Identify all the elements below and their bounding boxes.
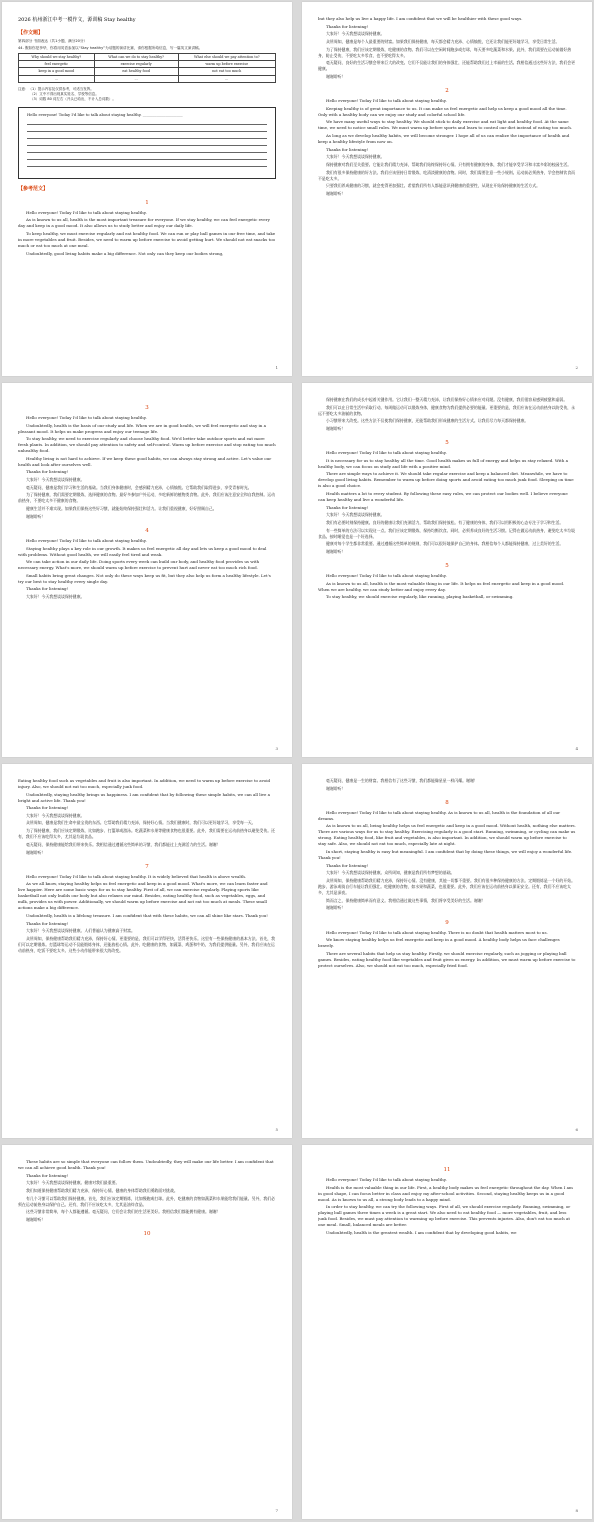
paragraph: In order to stay healthy, we can try the following ways. First of all, we should exercise regularly. Running, swimming, or playing ball games three times a week is a great start. We also need to eat healthy food — more vegetables, fruit, and less junk food. Besides, we must pay attention to warming up before exercise. This prevents injuries. Also, don't eat too much at one meal. Small, balanced meals are better.	[318, 1204, 571, 1228]
page-2	[302, 2, 592, 376]
paragraph: Hello everyone! Today I'd like to talk about staying healthy.	[26, 537, 147, 543]
paragraph: 大家好！今天我想谈谈保持健康。众所周知，健康是我们所有梦想的基础。	[326, 870, 455, 876]
paragraph: These habits are so simple that everyone can follow them. Undoubtedly, they will make our life better. I am confident that we can all achieve good health. Thank you!	[18, 1159, 274, 1170]
paragraph: Keeping healthy is of great importance to us. It can make us feel energetic and help us keep a good mood all the time. Only with a healthy body can we enjoy our study and colorful school life.	[318, 105, 567, 117]
paragraph: 我们可以在日常生活中采取行动。每周做运动可以锻炼身体，健康食物为我们提供必要的能量。更重要的是，我们应该在运动前热身以防受伤，永远不要吃太多油腻的食物。	[318, 404, 575, 416]
paragraph: Undoubtedly, good living habits make a big difference. Not only can they keep our bodies strong,	[26, 250, 224, 256]
paragraph: 小习惯带来大改变。这些方法不仅使我们保持健康，还能帮助我们形成健康的生活方式。让我们尽力每天都保持健康。	[326, 418, 529, 424]
answer-box	[18, 107, 276, 179]
paragraph: Healthy living is not hard to achieve. If we keep these good habits, we can always stay strong and active. Let's value our health and look after ourselves well.	[18, 455, 272, 467]
task-prompt-0: 第四部分 书面表达（共1小题，满分20分）	[18, 39, 88, 43]
paragraph: 大家好！今天我想谈谈保持健康。人们普遍认为健康高于财富。	[26, 928, 135, 934]
table-row	[19, 68, 276, 75]
essay-number: 4	[145, 527, 149, 534]
paragraph: As long as we develop healthy habits, we will become stronger. I hope all of us can realize the importance of health and keep a healthy lifestyle from now on.	[318, 133, 570, 144]
paragraph: As is known to us all, health is the most important treasure for everyone. If we stay healthy, we can feel energetic every day and keep in a good mood. It also allows us to study better and enjoy our daily life.	[18, 217, 270, 229]
table-cell: Why should we stay healthy?	[19, 54, 95, 61]
essay-number: 2	[445, 88, 449, 95]
page-number: 8	[575, 1508, 578, 1513]
paragraph: 毫无疑问，良好的生活习惯会带来巨大的改变。它们不仅能让我们的身体强壮，还能帮助我们过上幸福的生活。我相信通过这些好方法，我们会更健康。	[318, 60, 575, 72]
paragraph: To stay healthy, we should exercise regularly, like running, playing basketball, or swimming.	[326, 594, 514, 600]
paragraph: 简而言之，保持健康简单而有意义。我相信通过做这些事情，我们将享受美好的生活。谢谢！	[326, 897, 486, 903]
page-content	[18, 16, 276, 366]
page-content	[318, 778, 576, 1128]
paragraph: 谢谢聆听！	[326, 905, 346, 911]
paragraph: Hello everyone! Today I'd like to talk about staying healthy.	[26, 415, 147, 420]
paragraph: 有几个习惯可以帮助我们保持健康。首先，我们应该定期锻炼，比如慢跑或打球。此外，吃健康的食物如蔬菜和水果能给我们能量。另外，我们必须在运动前热身以保护自己。还有，我们不应该吃太多，尤其是油炸食品。	[18, 1195, 275, 1207]
page-content	[18, 1159, 276, 1509]
paragraph: 众所周知，保持健康帮助我们精力充沛，保持好心情。没有健康，其他一切都不重要。我们有很多种保持健康的方法。定期锻炼是一个好的开始。跑步、游泳或骑自行车能让我们强壮。吃健康的食物，如水果和蔬菜，也很重要。此外，我们应该在运动前热身以保证安全。还有，我们不应该吃太多，尤其是深夜。	[318, 877, 575, 896]
paragraph: As we all know, staying healthy helps us feel energetic and keep in a good mood. What's more, we can learn faster and live happier. Here are some basic ways for us to stay healthy. First of all, we can exercise regularly. Playing sports like basketball not only builds our body but also relaxes our mind. Besides, eating healthy food, such as vegetables, eggs, and milk, provides us with power. Additionally, we should warm up before exercise and not eat too much at meals. These small actions make a big difference.	[18, 881, 268, 911]
paragraph: 健康对每个学生都非常重要。通过遵循这些简单的规则，我们可以很好地保护自己的身体。我相信每个人都能保持健康，过上美好的生活。	[326, 541, 564, 547]
essay-number: 3	[145, 405, 149, 411]
paragraph: 谢谢聆听！	[326, 426, 346, 432]
paragraph: 为了保持健康，我们需要定期锻炼，选择健康的食物。最好多参加户外运动，多吃新鲜的植物类食物。此外，我们应该注意安全和自我控制。运动前热身，不要吃太多不健康的食物。	[18, 492, 275, 504]
paragraph: Thanks for listening!	[326, 504, 369, 510]
page-number: 4	[575, 746, 578, 751]
page-content	[18, 778, 276, 1128]
paragraph: To keep healthy, we must exercise regularly and eat healthy food. We can run or play ball games in our free time, and take in more vegetables and fruit. Besides, we need to warm up before exercise to avoid getting hurt. We should not eat snacks too much or eat too much at one meal.	[18, 231, 276, 248]
paragraph: 为了保持健康，我们应该定期锻炼，比如跑步、打篮球或游泳。吃蔬菜和水果等健康食物也很重要。此外，我们需要在运动前热身以避免受伤。还有，我们不应该吃得太多，尤其是垃圾食品。	[18, 828, 275, 840]
paragraph: Undoubtedly, health is a lifelong treasure. I am confident that with these habits, we can all shine like stars. Thank you!	[26, 912, 268, 918]
page-number: 6	[575, 1127, 578, 1132]
paragraph: Thanks for listening!	[326, 146, 369, 152]
answer-line	[27, 118, 267, 125]
paragraph: Hello everyone! Today I'd like to talk about staying healthy.	[326, 98, 447, 104]
paragraph: 为了保持健康，我们应该定期锻炼，吃健康的食物。我们可以在空闲时间跑步或打球，每天要多吃蔬菜和水果。此外，我们需要在运动前做好热身，防止受伤，不要吃太多零食，也不要吃得太多。	[318, 46, 572, 58]
paragraph: Hello everyone! Today I'd like to talk about staying healthy.	[326, 573, 447, 579]
paragraph: 健康生活并不难实现。如果我们保持这些好习惯，就能始终保持强壮和活力。让我们重视健康，好好照顾自己。	[26, 506, 217, 512]
paragraph: 众所周知，健康是我们生命中最宝贵的东西。它帮助我们精力充沛，保持好心情。当我们健康时，我们可以更好地学习，享受每一天。	[26, 820, 256, 826]
paragraph: Hello everyone! Today I'd like to talk about staying healthy.	[326, 450, 447, 456]
table-cell: ...	[178, 75, 275, 82]
page-7	[2, 1145, 292, 1519]
table-cell: What else should we pay attention to?	[178, 54, 275, 61]
paragraph: Thanks for listening!	[26, 1172, 69, 1178]
table-cell: What can we do to stay healthy?	[94, 54, 178, 61]
page-6	[302, 764, 592, 1138]
table-cell: ...	[94, 75, 178, 82]
page-number: 2	[575, 365, 578, 370]
paragraph: 谢谢聆听！	[326, 74, 346, 80]
page-number: 1	[275, 365, 278, 370]
paragraph: Hello everyone! Today I'd like to talk about staying healthy. As is known to us all, health is the foundation of all our dreams.	[318, 809, 561, 821]
paragraph: 我们有必要时刻保持健康。良好的健康让我们充满活力，帮助我们保持放松。有了健康的身体，我们可以用积极的心态专注于学习和生活。	[326, 519, 564, 525]
answer-line	[27, 139, 267, 146]
table-cell: keep in a good mood	[19, 68, 95, 75]
paragraph: 谢谢聆听！	[326, 785, 346, 791]
paragraph: Undoubtedly, health is the basis of our study and life. When we are in good health, we will feel energetic and stay in a pleasant mood. It helps us make progress and enjoy our teenage life.	[18, 422, 266, 434]
page-number: 7	[275, 1508, 278, 1513]
paragraph: As is known to us all, health is the most valuable thing in our life. It helps us feel energetic and keep in a good mood. When we are healthy, we can study better and enjoy every day.	[318, 580, 565, 592]
notes-block	[18, 87, 276, 102]
answer-line	[27, 160, 267, 167]
section-reference-heading: 【参考范文】	[18, 185, 49, 192]
paragraph: 只要我们养成健康的习惯，就会变得更加强壮。希望我们所有人都能意识到健康的重要性，从现在开始保持健康的生活方式。	[326, 183, 540, 189]
essay-number: 9	[445, 919, 449, 926]
table-cell: warm up before exercise	[178, 61, 275, 68]
essay-number: 8	[445, 799, 449, 806]
paragraph: 保持健康对我们至关重要。它能让我们精力充沛，帮助我们始终保持好心情。只有拥有健康的身体，我们才能享受学习和丰富多彩的校园生活。	[326, 161, 572, 167]
paragraph: 保持健康在我们的成长中起着关键作用。它让我们一整天精力充沛，让我们保持好心情来应对问题。没有健康，我们很容易感到疲惫和虚弱。	[326, 397, 568, 402]
page-content	[318, 16, 576, 366]
paragraph: Undoubtedly, staying healthy brings us happiness. I am confident that by following these simple habits, we can all live a bright and active life. Thank you!	[18, 791, 271, 803]
table-cell: eat healthy food	[94, 68, 178, 75]
paragraph: Eating healthy food such as vegetables and fruit is also important. In addition, we need to warm up before exercise to avoid injury. Also, we should not eat too much, especially junk food.	[18, 778, 271, 789]
paragraph: but they also help us live a happy life. I am confident that we will be healthier with these good ways.	[318, 16, 523, 21]
doc-title: 2026 杭州浙江中考一模作文，源训稿 Stay healthy	[18, 17, 136, 23]
paragraph: Thanks for listening!	[26, 805, 69, 811]
paragraph: 大家好！今天我想谈谈保持健康。	[26, 593, 85, 599]
page-content	[18, 397, 276, 747]
paragraph: To stay healthy, we need to exercise regularly and choose healthy food. We'd better take outdoor sports and eat more fresh plants. In addition, we should pay attention to safety and self-control. Warm up before exercise and stop eating too much unhealthy food.	[18, 436, 276, 454]
paragraph: Thanks for listening!	[326, 23, 369, 29]
hint-table	[18, 53, 276, 83]
essay-number: 7	[145, 863, 149, 870]
paragraph: We know staying healthy helps us feel energetic and keep in a good mood. A healthy body helps us face challenges bravely.	[318, 937, 560, 949]
table-cell: not eat too much	[178, 68, 275, 75]
page-number: 3	[275, 746, 278, 751]
paragraph: It is necessary for us to stay healthy all the time. Good health makes us full of energy and helps us stay relaxed. With a healthy body, we can focus on study and life with a positive mind.	[318, 457, 568, 469]
paragraph: Undoubtedly, health is the greatest wealth. I am confident that by developing good habits, we	[326, 1229, 517, 1235]
note-line: （2）文中不得出现真实姓名、学校等信息。	[30, 91, 99, 96]
paragraph: There are several habits that help us stay healthy. Firstly, we should exercise regularly, such as jogging or playing ball games. Besides, eating healthy food like vegetables and fruit gives us energy. In addition, we must warm up before exercise to protect ourselves. Also, we should not eat too much, especially fried food.	[318, 950, 576, 968]
paragraph: 大家好！今天我想谈谈保持健康。	[26, 476, 85, 482]
paragraph: In short, staying healthy is easy but meaningful. I am confident that by doing these things, we will enjoy a wonderful life. Thank you!	[318, 848, 573, 860]
paragraph: Thanks for listening!	[326, 862, 369, 868]
paragraph: Hello everyone! Today I'd like to talk about staying healthy. It is widely believed that health is above wealth.	[26, 873, 247, 879]
page-5	[2, 764, 292, 1138]
essay-number: 10	[143, 1231, 151, 1238]
paragraph: 谢谢聆听！	[326, 549, 346, 555]
paragraph: 毫无疑问，健康是我们学习和生活的基础。当我们身体健康时，会感到精力充沛，心情愉悦。它帮助我们取得进步，享受青春时光。	[26, 484, 252, 490]
answer-line	[27, 146, 267, 153]
paragraph: 众所周知，健康是每个人最重要的财富。如果我们保持健康，每天都会精力充沛、心情愉悦，它还让我们能更好地学习，享受日常生活。	[326, 38, 560, 44]
paragraph: Health matters a lot to every student. By following these easy rules, we can protect our bodies well. I believe everyone can keep healthy and live a wonderful life.	[318, 491, 568, 503]
paragraph: 大家好！今天我想谈谈保持健康。	[326, 31, 385, 37]
paragraph: 谢谢聆听！	[26, 513, 46, 519]
paragraph: Hello everyone! Today I'd like to talk about staying healthy. There is no doubt that health matters most to us.	[326, 929, 548, 935]
paragraph: 这些习惯非常简单，每个人都能遵循。毫无疑问，它们会让我们的生活更美好。我相信我们都能拥有健康。谢谢！	[26, 1209, 221, 1215]
paragraph: Staying healthy plays a key role in our growth. It makes us feel energetic all day and lets us keep a good mood to deal with problems. Without good health, we will easily feel tired and weak.	[18, 545, 267, 557]
paragraph: 大家好！今天我想谈谈保持健康。健康对我们最重要。	[26, 1180, 120, 1186]
paragraph: Thanks for listening!	[26, 469, 69, 475]
essay-number: 5	[445, 440, 449, 447]
paragraph: 我们有很多保持健康的好方法。我们应该坚持日常锻炼，吃清淡健康的食物。同时，我们需要注意一些小规则。运动前必须热身，学会控制饮食而不是吃太多。	[318, 169, 575, 181]
answer-line	[27, 153, 267, 160]
table-row	[19, 54, 276, 61]
page-content	[318, 397, 576, 747]
note-line: 注意：（1）提示内容及仅供参考，可适当发挥。	[18, 86, 94, 91]
paragraph: Health is the most valuable thing in our life. First, a healthy body makes us feel energetic throughout the day. When I am in good shape, I can focus better in class and enjoy my after-school activities. Second, staying healthy keeps us in a good mood. As is known to us all, a strong body leads to a happy mind.	[318, 1184, 573, 1202]
table-cell: exercise regularly	[94, 61, 178, 68]
page-content	[318, 1159, 576, 1509]
paragraph: Small habits bring great changes. Not only do these ways keep us fit, but they also help us form a healthy lifestyle. Let's try our best to stay healthy every single day.	[18, 572, 271, 584]
paragraph: 谢谢聆听！	[26, 1217, 46, 1223]
paragraph: Thanks for listening!	[26, 586, 69, 592]
answer-first-line: Hello everyone! Today I'd like to talk about staying healthy. _____________________	[27, 111, 183, 117]
paragraph: Hello everyone! Today I'd like to talk about staying healthy.	[26, 209, 147, 215]
answer-line	[27, 132, 267, 139]
paragraph: 谢谢聆听！	[26, 849, 46, 855]
paragraph: Thanks for listening!	[26, 920, 69, 926]
page-number: 5	[275, 1127, 278, 1132]
section-task-heading: 【作文题】	[18, 30, 44, 36]
table-cell: ...	[19, 75, 95, 82]
paragraph: 大家好！今天我想谈谈保持健康。	[326, 512, 385, 518]
essay-number: 5	[445, 563, 449, 570]
answer-line	[27, 125, 267, 132]
paragraph: 有一些简单的方法可以实现这一点。我们应该定期锻炼，保持均衡饮食。同时，必须养成良好的生活习惯。记得在做运动前热身，避免吃太多垃圾食品。按时睡觉也是一个好选择。	[318, 527, 575, 539]
page-1	[2, 2, 292, 376]
page-8	[302, 1145, 592, 1519]
paragraph: 毫无疑问，保持健康能给我们带来快乐。我相信通过遵循这些简单的习惯，我们都能过上充满活力的生活。谢谢！	[26, 841, 221, 847]
paragraph: 众所周知，保持健康帮助我们精力充沛，保持好心情。更重要的是，我们可以学得更快，活得更快乐。这里有一些保持健康的基本方法。首先，我们可以定期锻炼。打篮球等运动不仅能锻炼身体，还能放松心情。此外，吃健康的食物，如蔬菜、鸡蛋和牛奶，为我们提供能量。另外，我们应该在运动前热身，吃饭不要吃太多。这些小动作能带来很大的改变。	[18, 935, 275, 953]
essay-number: 1	[145, 199, 149, 206]
table-cell: feel energetic	[19, 61, 95, 68]
paragraph: We can take action in our daily life. Doing sports every week can build our body, and healthy food provides us with necessary energy. What's more, we should warm up before exercise to prevent hurt and never eat too much rich food.	[18, 559, 260, 571]
paragraph: There are simple ways to achieve it. We should take regular exercise and keep a balanced diet. Meanwhile, we have to develop good living habits. Remember to warm up before doing sports and avoid eating too much junk food. Sleeping on time is also a good choice.	[318, 471, 574, 489]
paragraph: 毫无疑问，健康是一生的财富。我相信有了这些习惯，我们都能像星星一样闪耀。谢谢！	[326, 778, 478, 783]
paragraph: 大家好！今天我想谈谈保持健康。	[326, 154, 385, 160]
page-4	[302, 383, 592, 757]
table-row	[19, 61, 276, 68]
paragraph: 大家好！今天我想谈谈保持健康。	[26, 812, 85, 818]
table-row	[19, 75, 276, 82]
paragraph: As is known to us all, being healthy helps us feel energetic and keep in a good mood. Without health, nothing else matters. There are various ways for us to stay healthy. Exercising regularly is a good start. Running, swimming, or cycling can make us strong. Eating healthy food, like fruit and vegetables, is also important. In addition, we should warm up before exercise to stay safe. Also, we should not eat too much, especially late at night.	[318, 823, 576, 847]
paragraph: 谢谢聆听！	[326, 191, 346, 197]
page-3	[2, 383, 292, 757]
task-prompt-1: 44. 假如你是李华，你将用英语参加以“Stay healthy”为话题的演讲比赛，请你根据所给信息，写一篇英文演讲稿。	[18, 46, 203, 50]
essay-number: 11	[443, 1167, 451, 1173]
note-line: （3）词数 80 词左右（开头已给出，不计入总词数）。	[30, 96, 116, 101]
paragraph: 我们知道保持健康帮助我们精力充沛，保持好心情。健康的身体帮助我们勇敢面对挑战。	[26, 1187, 178, 1193]
paragraph: We have many useful ways to stay healthy. We should stick to daily exercise and eat light and healthy food. At the same time, we need to notice small rules. We must warm up before sports and learn to control our diet instead of eating too much.	[318, 119, 573, 131]
paragraph: Hello everyone! Today I'd like to talk about staying healthy.	[326, 1177, 447, 1182]
